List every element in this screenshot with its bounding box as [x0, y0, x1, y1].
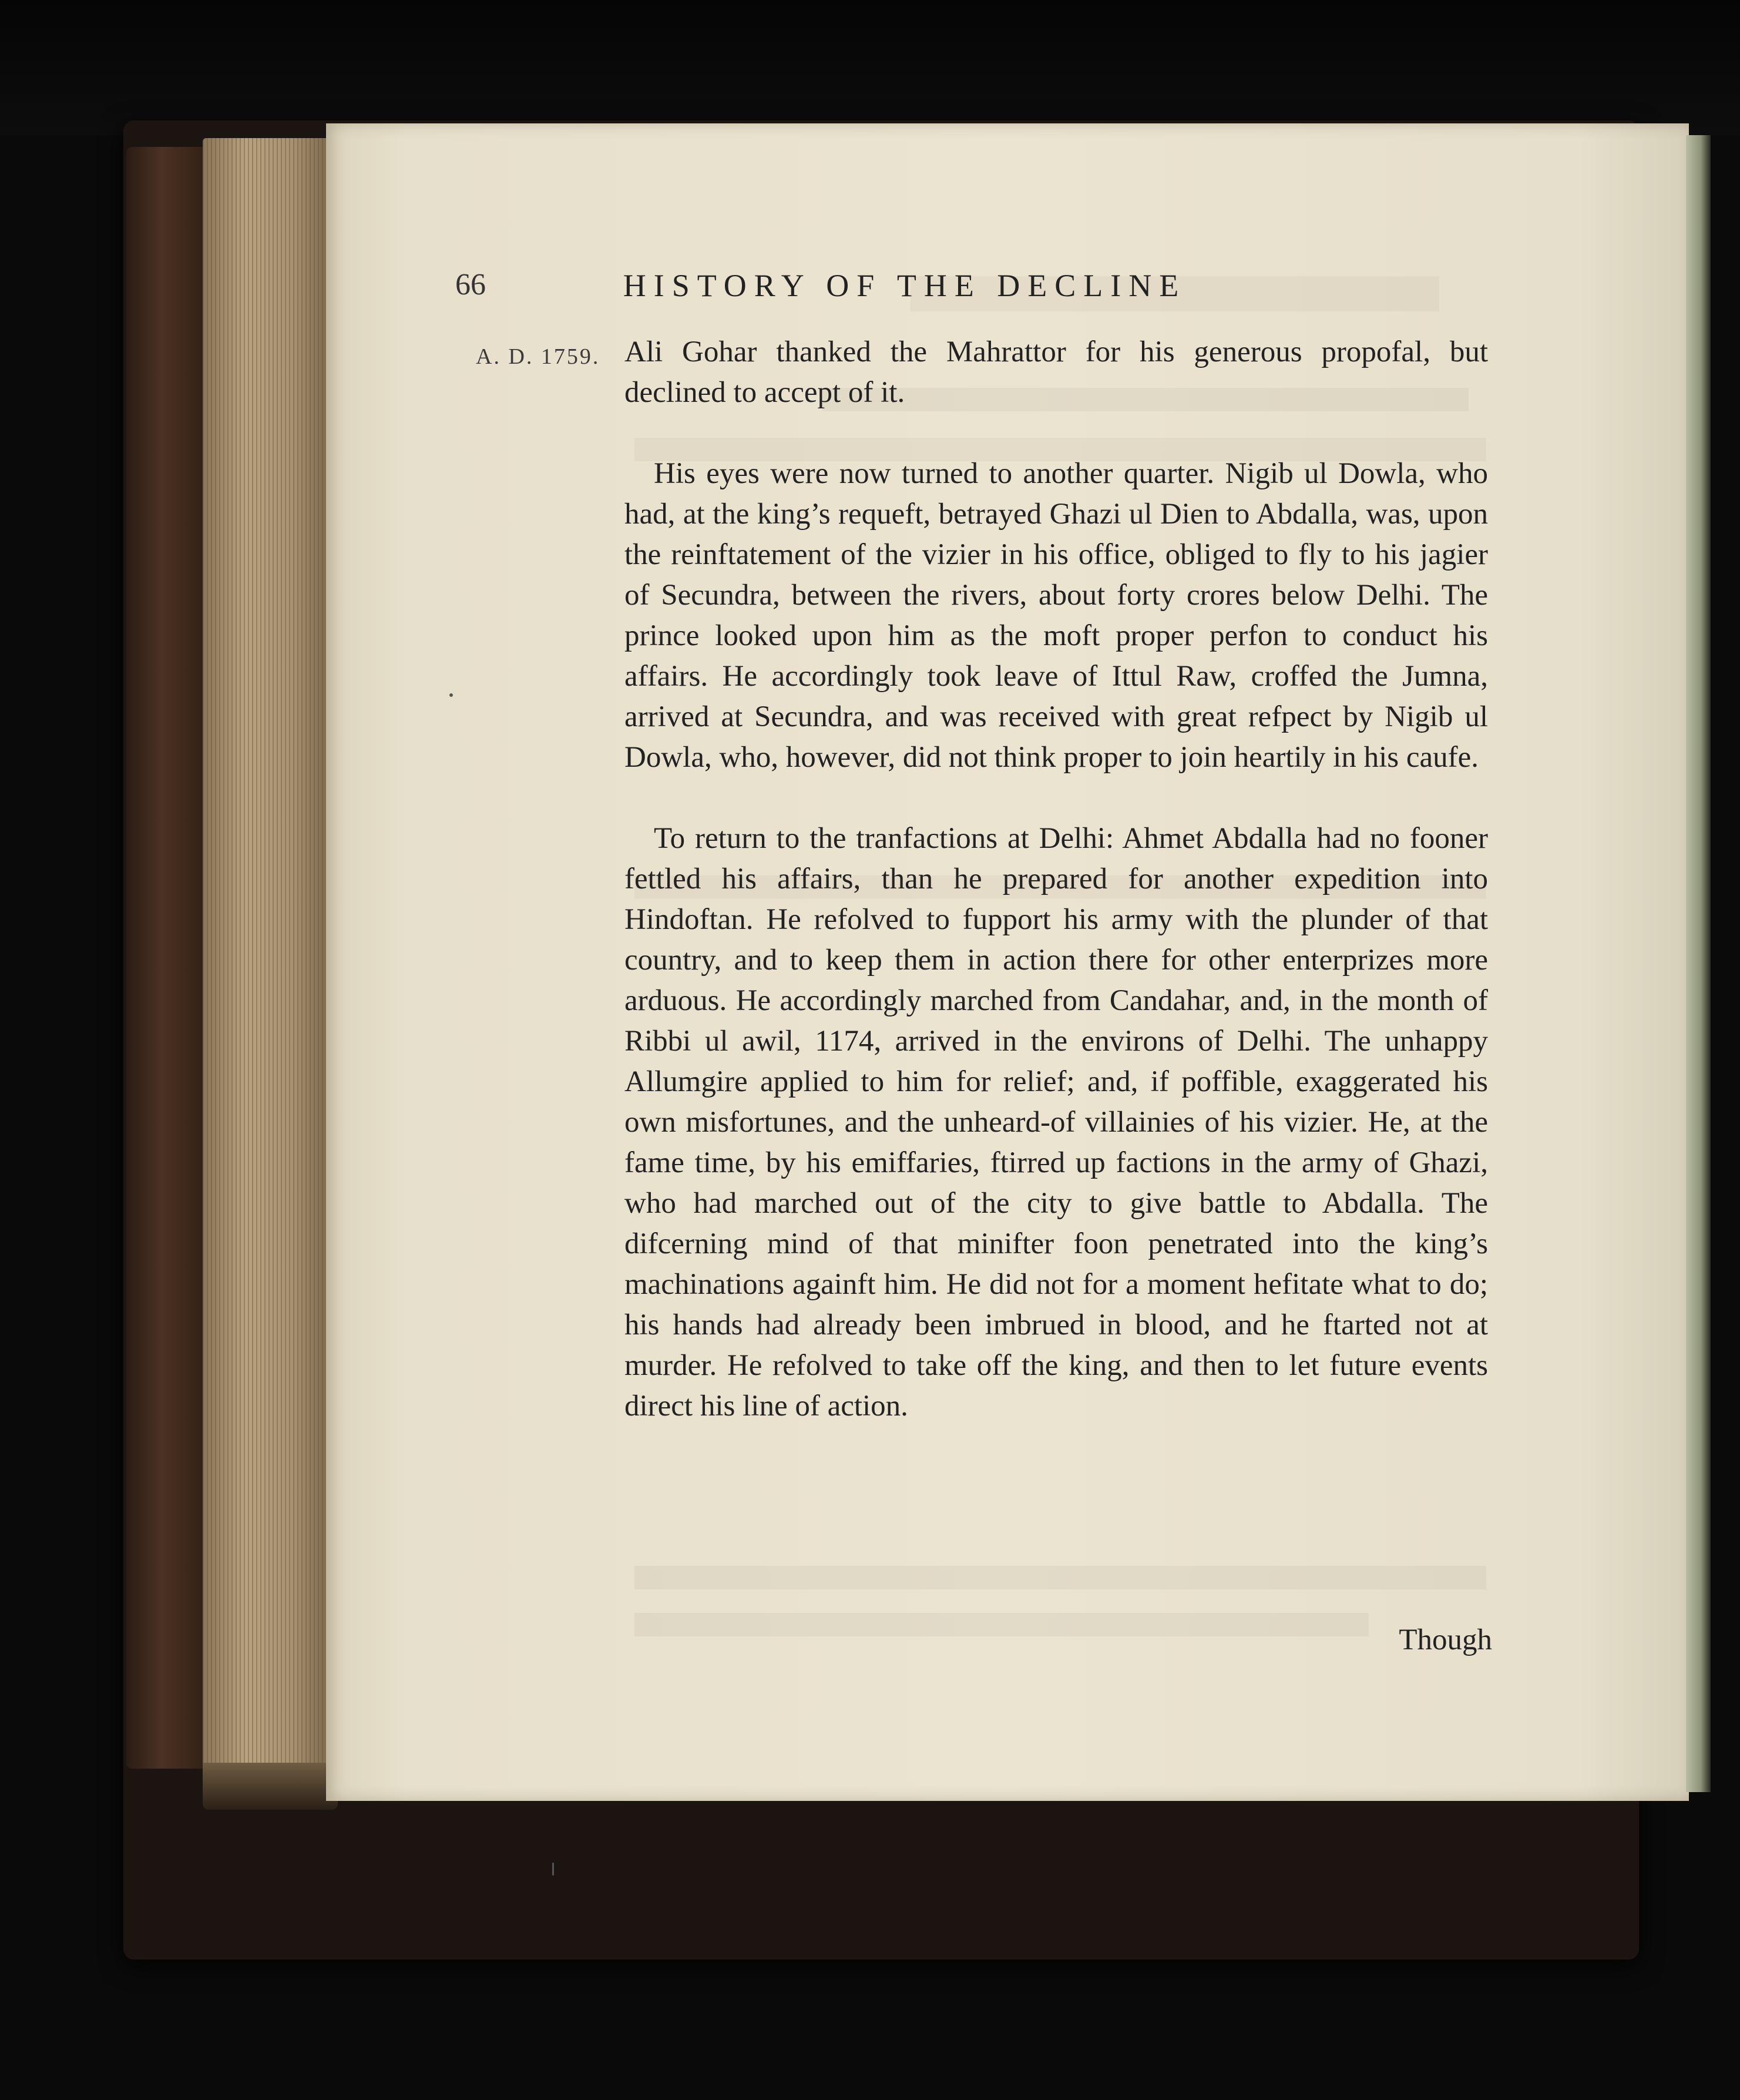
ink-speck — [449, 693, 453, 697]
page-number: 66 — [455, 268, 486, 301]
margin-date: A. D. 1759. — [476, 344, 600, 369]
dark-backdrop — [0, 0, 1740, 135]
running-head: HISTORY OF THE DECLINE — [623, 268, 1187, 303]
page-block-bottom — [203, 1763, 338, 1810]
page-block-edge — [203, 138, 329, 1783]
paragraph: Ali Gohar thanked the Mahrattor for his generous propofal, but declined to accept of it. — [624, 336, 1488, 409]
body-text — [624, 332, 1488, 1467]
paragraph: To return to the tranfactions at Delhi: Ahmet Abdalla had no fooner fettled his affairs, than he prepared for another expedition into Hindoftan. He refolved to fupport his army with the plunder of that country, and to keep them in action there for other enterprizes more arduous. He accordingly marched from Candahar, and, in the month of Ribbi ul awil, 1174, arrived in the environs of Delhi. The unhappy Allumgire applied to him for relief; and, if poffible, exaggerated his own misfortunes, and the unheard-of villainies of his vizier. He, at the fame time, by his emiffaries, ftirred up factions in the army of Ghazi, who had marched out of the city to give battle to Abdalla. The difcerning mind of that minifter foon penetrated into the king’s machinations againft him. He did not for a moment hefitate what to do; his hands had already been imbrued in blood, and he ftarted not at murder. He refolved to take off the king, and then to let future events direct his line of action. — [624, 822, 1488, 1423]
ink-speck — [552, 1863, 554, 1876]
next-pages-edge — [1686, 135, 1711, 1792]
catchword: Though — [1399, 1623, 1492, 1656]
paragraph: His eyes were now turned to another quarter. Nigib ul Dowla, who had, at the king’s requeft, betrayed Ghazi ul Dien to Abdalla, was, upon the reinftatement of the vizier in his office, obliged to fly to his jagier of Secundra, between the rivers, about forty crores below Delhi. The prince looked upon him as the moft proper perfon to conduct his affairs. He accordingly took leave of Ittul Raw, croffed the Jumna, arrived at Secundra, and was received with great refpect by Nigib ul Dowla, who, however, did not think proper to join heartily in his caufe. — [624, 457, 1488, 774]
cover-edge — [126, 147, 214, 1769]
